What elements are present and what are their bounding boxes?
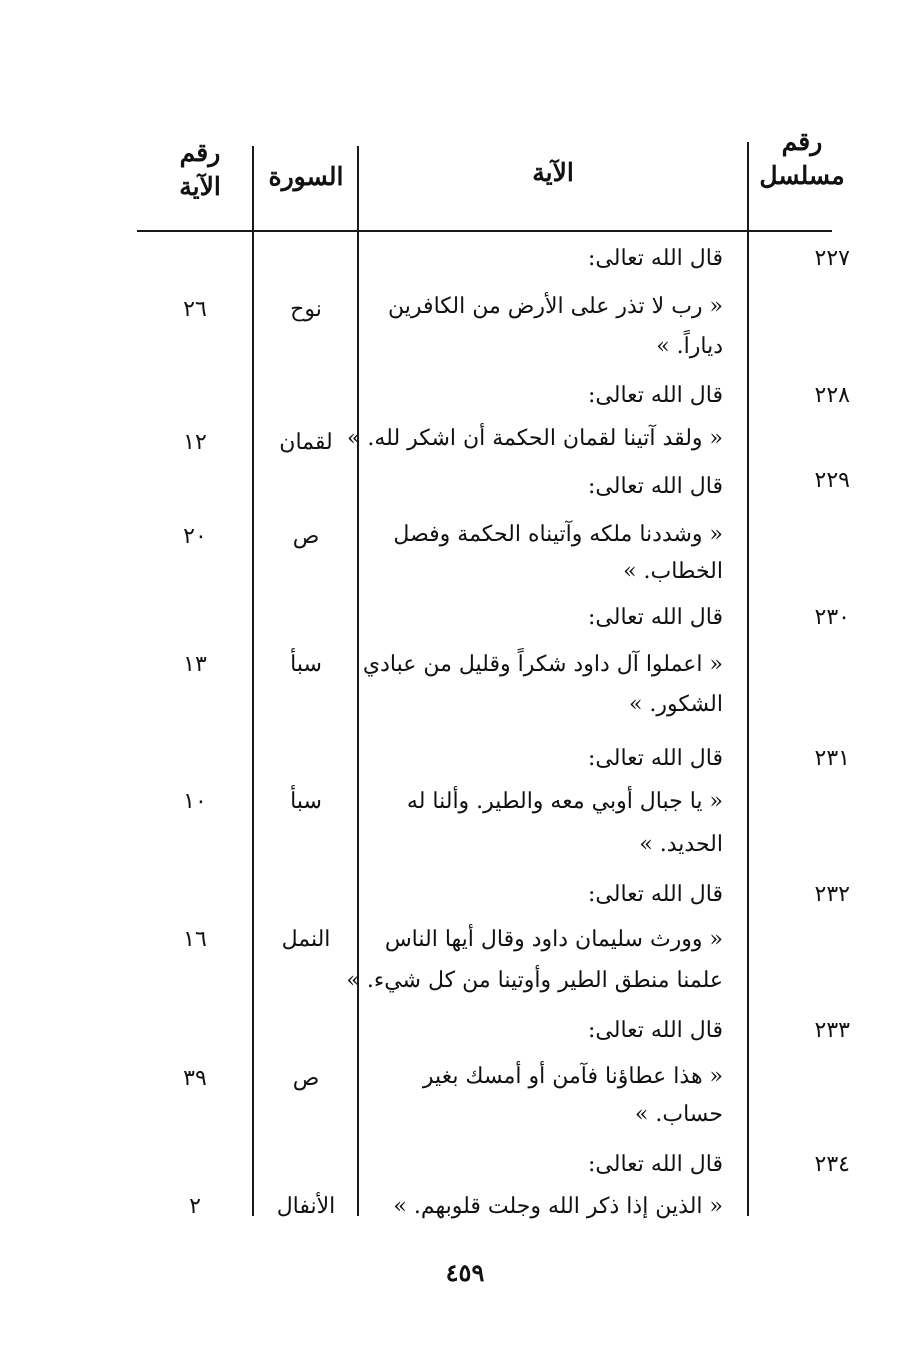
sura-name: ص <box>292 524 320 549</box>
verse-line: قال الله تعالى: <box>588 383 723 408</box>
sura-name: النمل <box>281 927 331 952</box>
verse-line: قال الله تعالى: <box>588 605 723 630</box>
column-rule-verse <box>357 146 359 1216</box>
sura-name: نوح <box>290 297 322 322</box>
header-ayah-line-1: رقم <box>179 138 221 167</box>
header-rule <box>137 230 832 232</box>
header-verse <box>360 156 746 190</box>
verse-line: قال الله تعالى: <box>588 1152 723 1177</box>
serial-number: ٢٣٤ <box>814 1152 850 1177</box>
column-rule-sura <box>252 146 254 1216</box>
verse-line: « الذين إذا ذكر الله وجلت قلوبهم. » <box>393 1194 723 1219</box>
header-serial <box>752 125 852 193</box>
serial-number: ٢٣٣ <box>814 1018 850 1043</box>
serial-number: ٢٣١ <box>814 746 850 771</box>
page-number: ٤٥٩ <box>445 1258 485 1287</box>
header-sura <box>256 160 356 194</box>
serial-number: ٢٣٠ <box>814 605 850 630</box>
header-ayah-line-2: الآية <box>179 172 221 201</box>
header-sura-label: السورة <box>268 162 344 191</box>
verse-line: « ولقد آتينا لقمان الحكمة أن اشكر لله. » <box>346 426 723 451</box>
column-rule-serial <box>747 142 749 1216</box>
sura-name: سبأ <box>290 789 322 814</box>
verse-line: قال الله تعالى: <box>588 1018 723 1043</box>
ayah-number: ٢ <box>189 1194 201 1219</box>
header-serial-line-1: رقم <box>781 127 823 156</box>
sura-name: ص <box>292 1066 320 1091</box>
verse-line: قال الله تعالى: <box>588 746 723 771</box>
verse-line: قال الله تعالى: <box>588 474 723 499</box>
header-serial-line-2: مسلسل <box>759 161 845 190</box>
sura-name: الأنفال <box>276 1194 336 1219</box>
ayah-number: ٢٠ <box>183 524 207 549</box>
sura-name: سبأ <box>290 652 322 677</box>
verse-line: « هذا عطاؤنا فآمن أو أمسك بغير <box>422 1064 723 1089</box>
serial-number: ٢٢٨ <box>814 383 850 408</box>
verse-line: علمنا منطق الطير وأوتينا من كل شيء. » <box>346 968 723 993</box>
verse-line: الحديد. » <box>639 832 723 857</box>
verse-line: قال الله تعالى: <box>588 882 723 907</box>
verse-line: قال الله تعالى: <box>588 246 723 271</box>
verse-line: « يا جبال أوبي معه والطير. وألنا له <box>406 789 723 814</box>
ayah-number: ١٢ <box>183 430 207 455</box>
serial-number: ٢٣٢ <box>814 882 850 907</box>
sura-name: لقمان <box>279 430 333 455</box>
ayah-number: ٣٩ <box>183 1066 207 1091</box>
verse-line: الشكور. » <box>628 692 723 717</box>
verse-line: حساب. » <box>634 1102 723 1127</box>
verse-line: « وورث سليمان داود وقال أيها الناس <box>384 927 723 952</box>
verse-line: الخطاب. » <box>623 559 723 584</box>
verse-line: « رب لا تذر على الأرض من الكافرين <box>388 294 723 319</box>
verse-line: دياراً. » <box>656 334 723 359</box>
ayah-number: ١٦ <box>183 927 207 952</box>
serial-number: ٢٢٩ <box>814 468 850 493</box>
serial-number: ٢٢٧ <box>814 246 850 271</box>
verse-line: « اعملوا آل داود شكراً وقليل من عبادي <box>362 652 723 677</box>
header-verse-label: الآية <box>532 158 574 187</box>
ayah-number: ١٣ <box>183 652 207 677</box>
verse-line: « وشددنا ملكه وآتيناه الحكمة وفصل <box>393 522 723 547</box>
ayah-number: ٢٦ <box>183 297 207 322</box>
ayah-number: ١٠ <box>183 789 207 814</box>
header-ayah <box>150 136 250 204</box>
